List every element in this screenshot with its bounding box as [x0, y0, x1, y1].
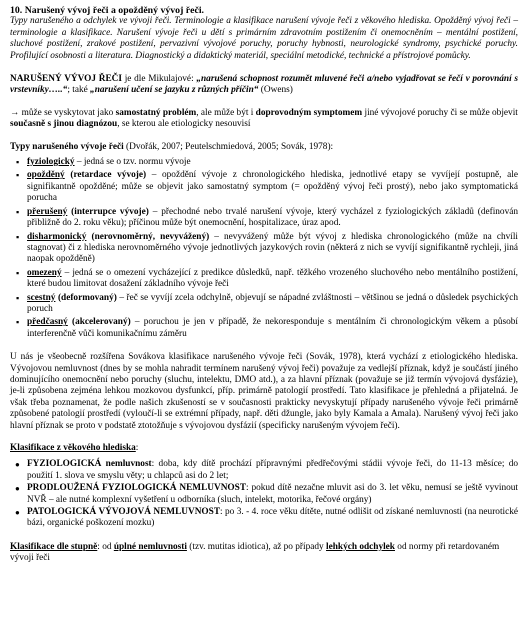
- type-term: omezený: [27, 267, 62, 278]
- arrow-text-a: → může se vyskytovat jako: [10, 107, 116, 118]
- degree-text-d: lehkých odchylek: [326, 541, 395, 552]
- age-description: : pokud dítě nezačne mluvit asi do 3. let věku, nemusí se ještě vyvinout NVŘ – ale nutné komplexní vyšetření u odborníka (sluch, intelekt, motorika, řečové orgány): [27, 483, 518, 505]
- arrow-text-g: , se kterou ale etiologicky nesouvisí: [117, 119, 251, 130]
- arrow-text-e: jiné vývojové poruchy či se může objevit: [362, 107, 518, 118]
- type-term: fyziologický: [27, 157, 75, 168]
- type-paren: (akcelerovaný): [67, 317, 131, 328]
- degree-paragraph: [10, 542, 518, 565]
- type-term: přerušený: [27, 206, 68, 217]
- types-heading: [10, 142, 518, 153]
- list-item: [27, 157, 518, 168]
- arrow-note: [10, 108, 518, 131]
- definition-paragraph: [10, 74, 518, 97]
- arrow-text-c: , ale může být i: [196, 107, 256, 118]
- type-description: – poruchou je jen v případě, že nekoresponduje s mentálním či chronologickým věkem a působí interferenčně vůči komunikačnímu záměru: [27, 317, 518, 339]
- degree-label: Klasifikace dle stupně: [10, 541, 98, 552]
- section-heading: 10. Narušený vývoj řeči a opožděný vývoj řeči.: [10, 5, 205, 16]
- definition-by: je dle Mikulajové:: [122, 74, 197, 85]
- type-term: scestný: [27, 292, 56, 303]
- type-paren: (retardace vývoje): [64, 170, 147, 181]
- type-description: – nevyvážený může být vývoj z hlediska chronologického (může na chvíli stagnovat) či z hlediska nerovnoměrného vývoje jednotlivých jazykových rovin (některá z nich se vyvíjí signifikantně rychleji, jiná naopak opožděně): [27, 231, 518, 265]
- list-item: [27, 170, 518, 204]
- degree-text-a: : od: [97, 541, 114, 552]
- definition-source: (Owens): [258, 85, 293, 96]
- list-item: [27, 483, 518, 506]
- types-heading-refs: (Dvořák, 2007; Peutelschmiedová, 2005; Sovák, 1978):: [123, 141, 334, 152]
- type-description: – jedná se o tzv. normu vývoje: [74, 157, 191, 168]
- definition-quote-1: „narušená schopnost rozumět mluvené řeči a/nebo vyjadřovat se řečí v porovnání s vrstevníky…..“: [10, 74, 519, 96]
- age-term: PATOLOGICKÁ VÝVOJOVÁ NEMLUVNOST: [27, 507, 221, 518]
- types-heading-label: Typy narušeného vývoje řeči: [10, 141, 124, 152]
- type-term: předčasný: [27, 317, 68, 328]
- type-paren: (nerovnoměrný, nevyvážený): [86, 231, 210, 242]
- type-term: disharmonický: [27, 231, 87, 242]
- type-paren: (interrupce vývoje): [67, 206, 149, 217]
- age-term: PRODLOUŽENÁ FYZIOLOGICKÁ NEMLUVNOST: [27, 483, 247, 494]
- age-list: [10, 459, 518, 529]
- sovak-paragraph: U nás je všeobecně rozšířena Sovákova klasifikace narušeného vývoje řeči (Sovák, 1978), která vychází z etiologického hlediska. Vývojovou nemluvnost (dnes by se mohla nahradit termínem narušený vývoj řeči) považuje za vedlejší příznak, když je součástí jiného dominujícího onemocnění nebo poruchy (sluchu, intelektu, DMO atd.), a za hlavní příznak (považuje se již termín vývojová dysfázie), je-li způsobena zejména lehkou mozkovou dysfunkcí, příp. primárně patologií prostředí. Tato klasifikace je přehledná a přijatelná. Je však třeba poznamenat, že podle našich zkušeností se v současnosti prakticky nevyskytují případy narušeného vývoje řeči primárně způsobené patologií prostředí (vyloučí-li se extrémní případy, např. děti džungle, jako byly Kamala a Amala). Narušený vývoj řeči jako hlavní příznak se proto v podstatě ztotožňuje s vývojovou dysfázií (specificky narušeným vývojem řeči).: [10, 352, 518, 431]
- age-heading: [10, 443, 518, 454]
- type-term: opožděný: [27, 170, 65, 181]
- list-item: [27, 293, 518, 316]
- arrow-text-d: doprovodným symptomem: [255, 107, 363, 118]
- definition-mid: ; také: [67, 85, 91, 96]
- arrow-text-f: současně s jinou diagnózou: [10, 119, 118, 130]
- type-description: – opoždění vývoje z chronologického hlediska, jednotlivé etapy se vyvíjejí postupně, ale signifikantně opožděné; může se objevit jako samostatný symptom (= opožděný vývoj řeči prostý), nebo jako symptomatická porucha: [27, 170, 518, 204]
- age-heading-label: Klasifikace z věkového hlediska: [10, 443, 136, 453]
- arrow-text-b: samostatný problém: [115, 107, 197, 118]
- type-description: – jedná se o omezení vycházející z predikce důsledků, např. těžkého vrozeného sluchového nebo mentálního postižení, které budou limitovat dosažení základního vývoje řeči: [27, 267, 518, 290]
- term-nvr: NARUŠENÝ VÝVOJ ŘEČI: [10, 74, 122, 85]
- types-list: [10, 157, 518, 340]
- list-item: [27, 459, 518, 482]
- list-item: [27, 232, 518, 266]
- age-heading-colon: :: [135, 443, 139, 453]
- degree-text-c: (tzv. mutitas idiotica), až po případy: [186, 541, 327, 552]
- type-description: – přechodné nebo trvalé narušení vývoje, který vycházel z fyziologických základů (definován přibližně do 2. roku věku); příčinou může být onemocnění, hospitalizace, úraz apod.: [27, 206, 518, 229]
- degree-text-e: od normy při retardovaném vývoji řeči: [10, 541, 500, 564]
- age-description: : doba, kdy dítě prochází přípravnými předřečovými stádii vývoje řeči, do 11-13 měsíce; do použití 1. slova ve smyslu věty; u chlapců asi do 2 let;: [27, 459, 519, 481]
- list-item: [27, 507, 518, 530]
- type-paren: (deformovaný): [55, 292, 117, 303]
- list-item: [27, 268, 518, 291]
- age-term: FYZIOLOGICKÁ nemluvnost: [27, 459, 152, 470]
- list-item: [27, 207, 518, 230]
- list-item: [27, 317, 518, 340]
- type-description: – řeč se vyvíjí zcela odchylně, objevují se nápadné zvláštnosti – většinou se jedná o důsledek psychických poruch: [27, 292, 518, 314]
- definition-quote-2: „narušení učení se jazyku z různých příčin“: [90, 85, 259, 96]
- degree-text-b: úplné nemluvnosti: [113, 541, 187, 552]
- intro-paragraph: Typy narušeného a odchylek ve vývoji řeči. Terminologie a klasifikace narušení vývoje řeči z věkového hlediska. Opožděný vývoj řeči – terminologie a klasifikace. Narušení vývoje řeči u dětí s primárním zdravotním postižením či onemocněním – mentální postižení, sluchové postižení, zrakové postižení, pervazivní vývojové poruchy, poruchy hybnosti, neurologické syndromy, psychické poruchy. Profilující osobnosti a literatura. Diagnostický a didaktický materiál, speciální metodické, technické a přístrojové pomůcky.: [10, 16, 518, 61]
- age-description: : po 3. - 4. roce věku dítěte, nutné odlišit od získané nemluvnosti (na neurotické bázi, organické poškození mozku): [27, 507, 519, 529]
